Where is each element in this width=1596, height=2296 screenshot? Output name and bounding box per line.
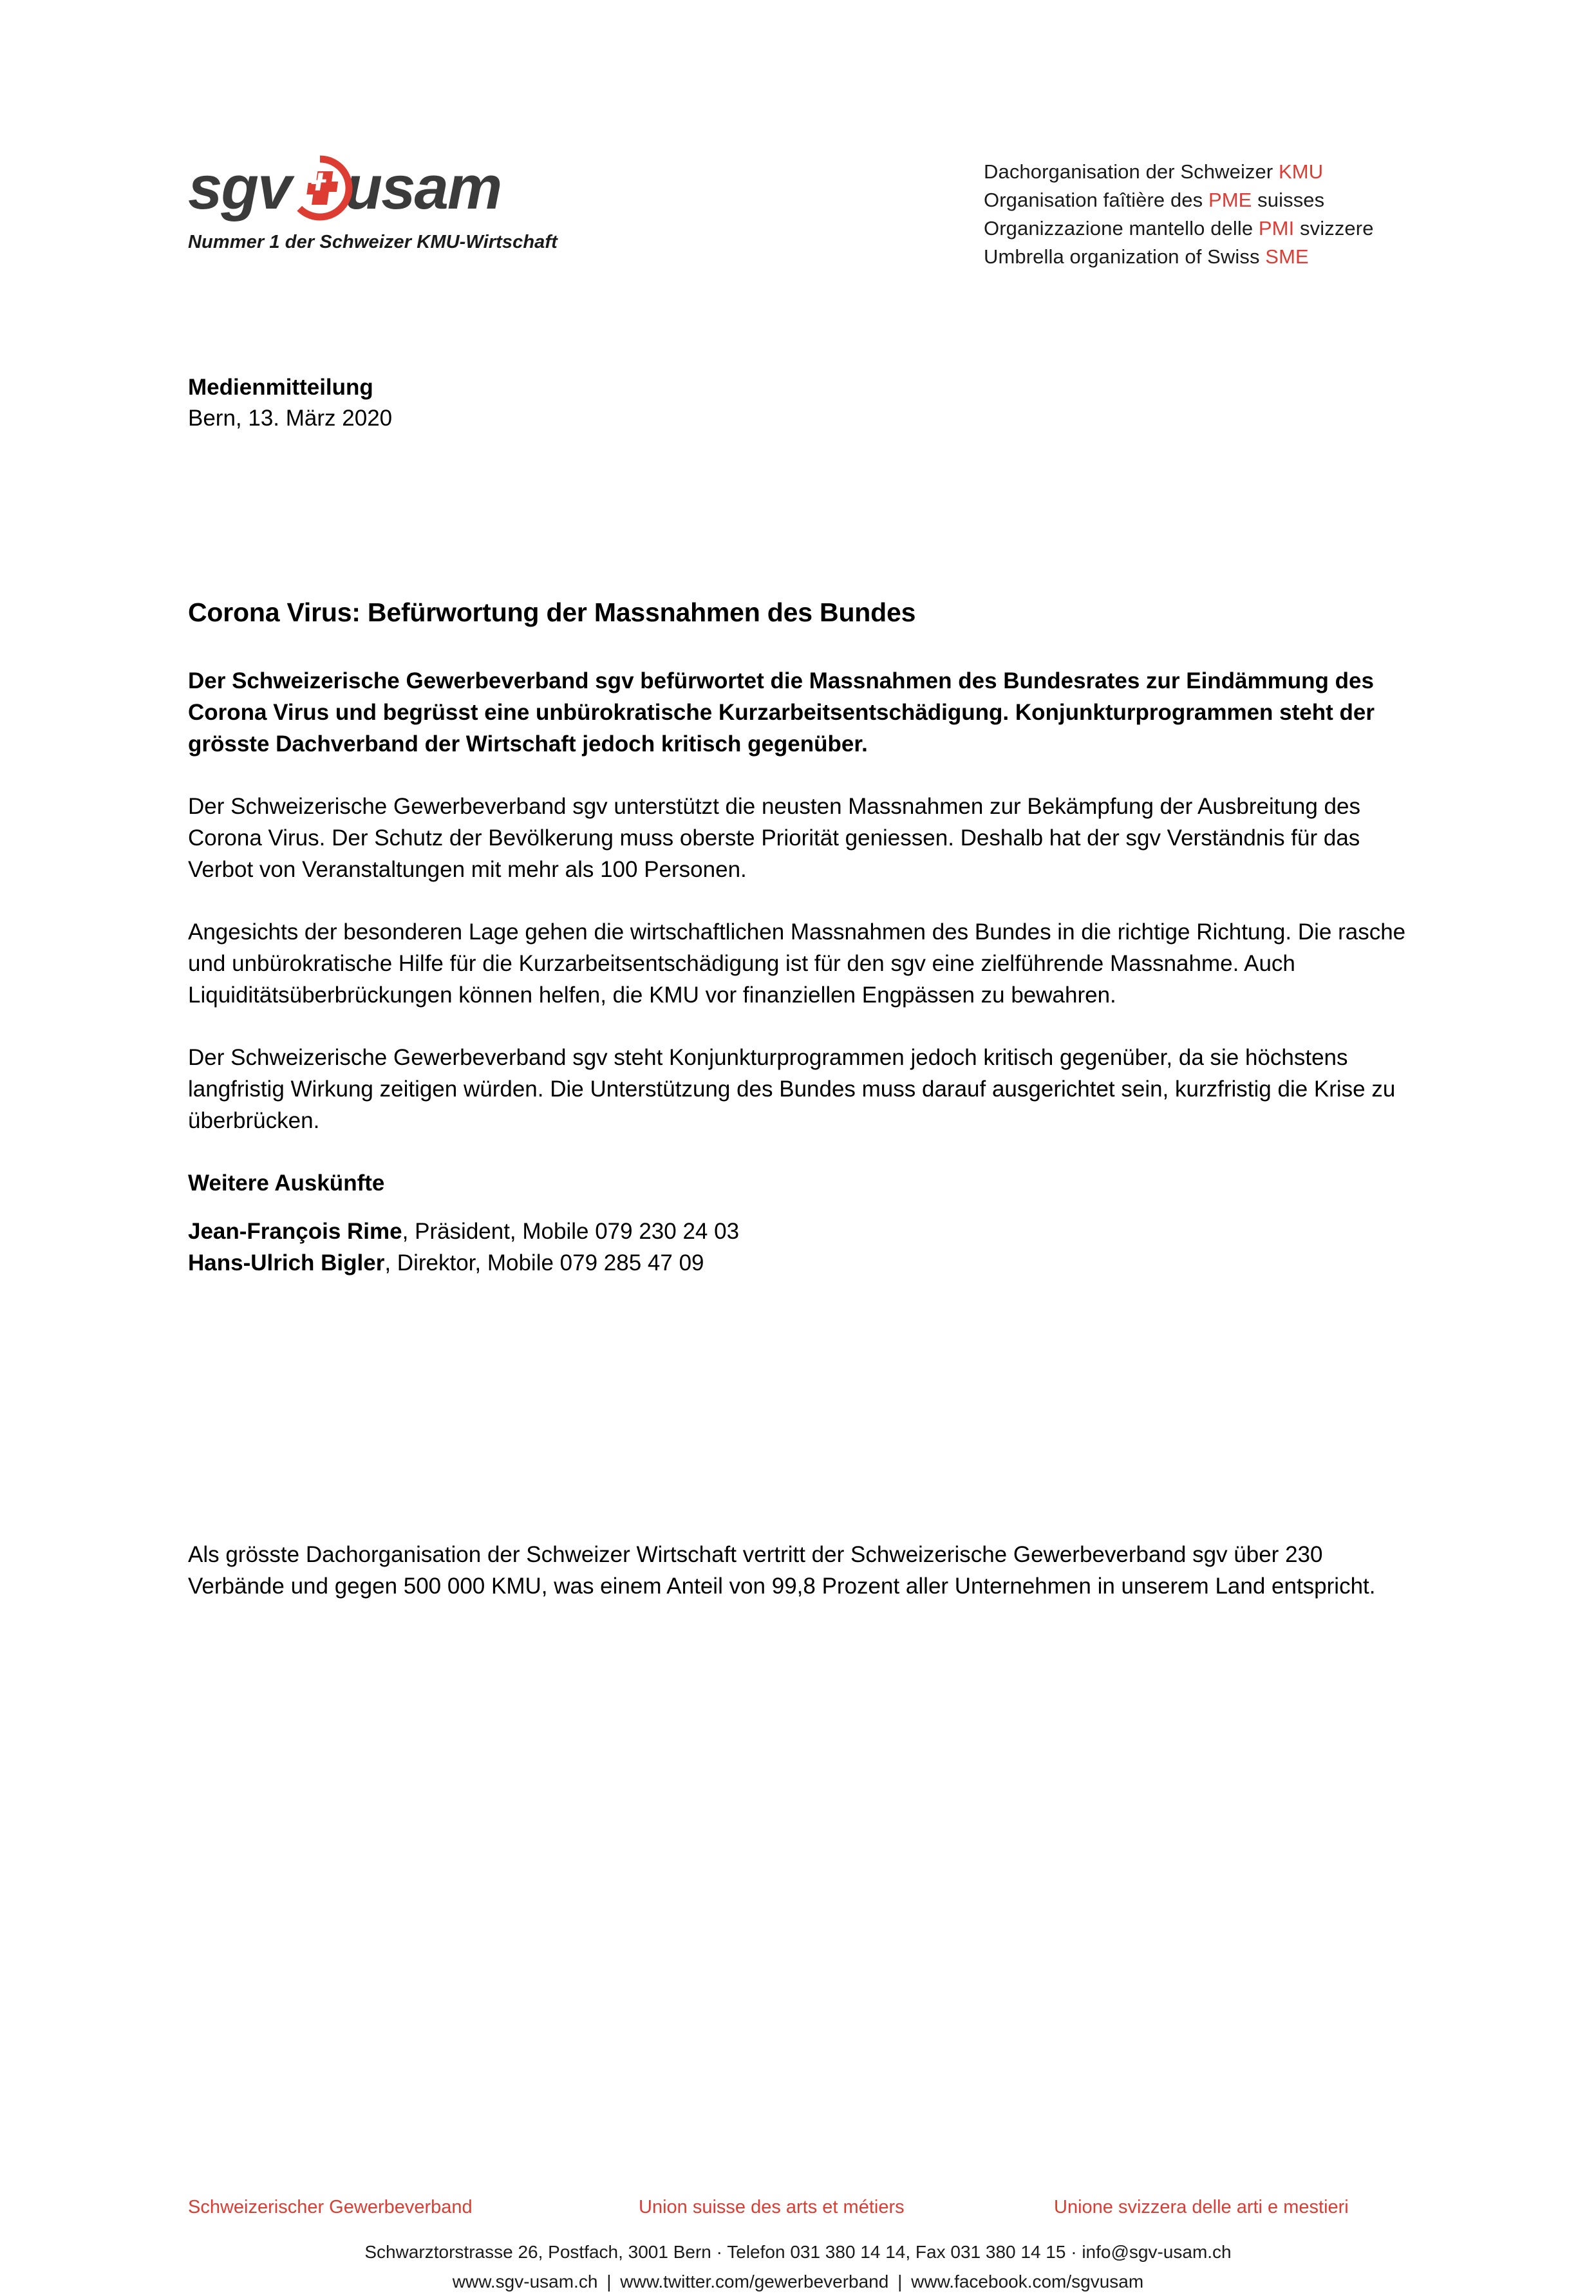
header-lang-it-suffix: svizzere <box>1294 217 1374 240</box>
header-lang-line-de <box>984 158 1374 186</box>
boilerplate-paragraph: Als grösste Dachorganisation der Schweizer Wirtschaft vertritt der Schweizerische Gewerbeverband sgv über 230 Verbände und gegen 500 000 KMU, was einem Anteil von 99,8 Prozent aller Unternehmen in unserem Land entspricht. <box>188 1542 1376 1599</box>
contact-row-director <box>188 1247 1416 1279</box>
logo-wordmark-row <box>188 153 587 223</box>
logo-word-usam: usam <box>344 153 502 222</box>
footer-org-de: Schweizerischer Gewerbeverband <box>188 2197 473 2217</box>
document-body <box>188 596 1416 1279</box>
header-lang-en-text: Umbrella organization of Swiss <box>984 245 1266 268</box>
logo-tagline: Nummer 1 der Schweizer KMU-Wirtschaft <box>188 232 558 252</box>
header-lang-line-en <box>984 243 1374 271</box>
page-title: Corona Virus: Befürwortung der Massnahmen des Bundes <box>188 598 916 627</box>
document-header <box>0 0 1596 277</box>
header-lang-de-accent: KMU <box>1279 160 1324 183</box>
logo-word-sgv: sgv <box>188 153 291 222</box>
body-paragraph-2: Angesichts der besonderen Lage gehen die wirtschaftlichen Massnahmen des Bundes in die richtige Richtung. Die rasche und unbürokratische Hilfe für die Kurzarbeitsentschädigung ist für den sgv eine zielführende Massnahme. Auch Liquiditätsüberbrückungen können helfen, die KMU vor finanziellen Engpässen zu bewahren. <box>188 919 1406 1008</box>
release-place-date: Bern, 13. März 2020 <box>188 406 393 431</box>
contact-name-president: Jean-François Rime <box>188 1219 402 1244</box>
footer-org-it: Unione svizzera delle arti e mestieri <box>1054 2197 1349 2217</box>
footer-links-line <box>0 2268 1596 2296</box>
sgv-usam-logo <box>188 153 587 253</box>
footer-org-fr: Union suisse des arts et métiers <box>639 2197 905 2217</box>
document-meta <box>188 372 392 434</box>
footer-link-separator-2: | <box>897 2272 903 2291</box>
footer-organization-names <box>188 2194 1416 2220</box>
footer-link-separator-1: | <box>606 2272 612 2291</box>
header-lang-de-text: Dachorganisation der Schweizer <box>984 160 1279 183</box>
contact-details-director: , Direktor, Mobile 079 285 47 09 <box>384 1250 704 1275</box>
contact-row-president <box>188 1216 1416 1247</box>
contact-details-president: , Präsident, Mobile 079 230 24 03 <box>402 1219 740 1244</box>
header-lang-it-text: Organizzazione mantello delle <box>984 217 1259 240</box>
header-lang-it-accent: PMI <box>1258 217 1295 240</box>
contact-name-director: Hans-Ulrich Bigler <box>188 1250 385 1275</box>
document-footer <box>0 2194 1596 2291</box>
header-lang-fr-suffix: suisses <box>1252 189 1325 211</box>
footer-link-facebook[interactable]: www.facebook.com/sgvusam <box>911 2272 1144 2291</box>
header-lang-line-fr <box>984 186 1374 214</box>
header-lang-line-it <box>984 214 1374 243</box>
footer-link-twitter[interactable]: www.twitter.com/gewerbeverband <box>620 2272 889 2291</box>
release-type-label: Medienmitteilung <box>188 375 373 400</box>
header-language-lines <box>984 158 1374 271</box>
footer-link-website[interactable]: www.sgv-usam.ch <box>452 2272 598 2291</box>
contacts-heading: Weitere Auskünfte <box>188 1171 385 1196</box>
header-lang-en-accent: SME <box>1265 245 1309 268</box>
body-paragraph-1: Der Schweizerische Gewerbeverband sgv unterstützt die neusten Massnahmen zur Bekämpfung der Ausbreitung des Corona Virus. Der Schutz der Bevölkerung muss oberste Priorität geniessen. Deshalb hat der sgv Verständnis für das Verbot von Veranstaltungen mit mehr als 100 Personen. <box>188 794 1360 882</box>
lead-paragraph: Der Schweizerische Gewerbeverband sgv befürwortet die Massnahmen des Bundesrates zur Eindämmung des Corona Virus und begrüsst eine unbürokratische Kurzarbeitsentschädigung. Konjunkturprogrammen steht der grösste Dachverband der Wirtschaft jedoch kritisch gegenüber. <box>188 668 1375 757</box>
body-paragraph-3: Der Schweizerische Gewerbeverband sgv steht Konjunkturprogrammen jedoch kritisch gegenüber, da sie höchstens langfristig Wirkung zeitigen würden. Die Unterstützung des Bundes muss darauf ausgerichtet sein, kurzfristig die Krise zu überbrücken. <box>188 1045 1396 1133</box>
sgv-usam-cross-emblem-icon <box>286 155 353 221</box>
header-lang-fr-accent: PME <box>1208 189 1252 211</box>
header-lang-fr-text: Organisation faîtière des <box>984 189 1208 211</box>
footer-address-line: Schwarztorstrasse 26, Postfach, 3001 Bern · Telefon 031 380 14 14, Fax 031 380 14 15 · info@sgv-usam.ch <box>364 2242 1232 2262</box>
